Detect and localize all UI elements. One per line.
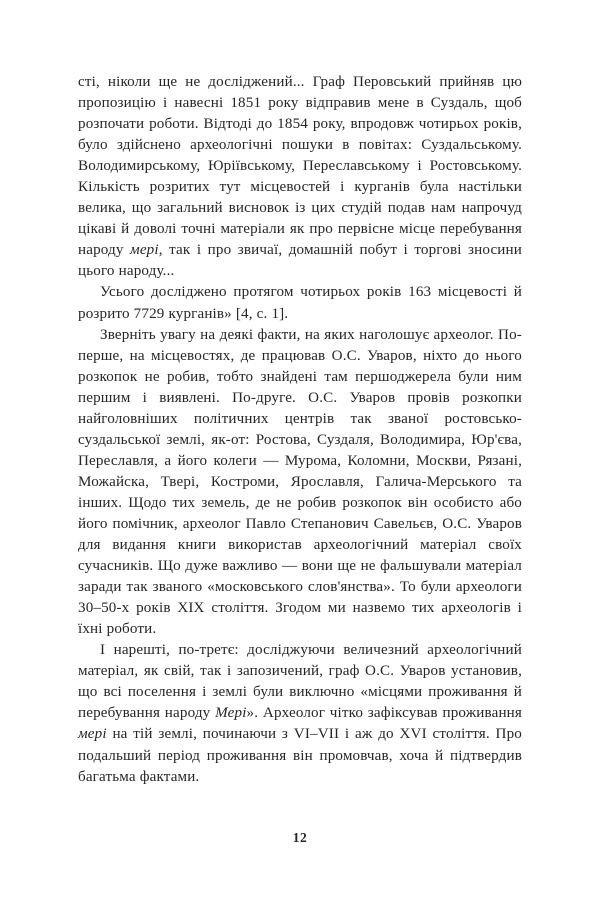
- page-text-body: [78, 72, 522, 788]
- paragraph-finally-third: [78, 640, 522, 787]
- italic-term: мері: [78, 726, 107, 743]
- text-run: І нарешті, по-третє: досліджуючи величезний археологічний матеріал, як свій, так і запозичений, граф О.С. Уваров установив, що всі поселення і землі були виключно «місцями проживання й перебування народу: [78, 642, 522, 722]
- text-run: , так і про звичаї, домашній побут і торгові зносини цього народу...: [78, 242, 522, 280]
- text-run: сті, ніколи ще не досліджений... Граф Перовський прийняв цю пропозицію і навесні 1851 року відправив мене в Суздаль, щоб розпочати роботи. Відтоді до 1854 року, впродовж чотирьох років, було здійснено археологічні пошуки в повітах: Суздальському. Володимирському, Юріївському, Переславському і Ростовському. Кількість розритих тут місцевостей і курганів була настільки велика, що загальний висновок із цих студій подав нам напрочуд цікаві й доволі точні матеріали як про первісне місце перебування народу: [78, 74, 522, 259]
- paragraph-continued-quote: [78, 72, 522, 282]
- text-run: Зверніть увагу на деякі факти, на яких наголошує археолог. По-перше, на місцевостях, де працював О.С. Уваров, ніхто до нього розкопок не робив, тобто знайдені там першоджерела були ним першим і виявлені. По-друге. О.С. Уваров провів розкопки найголовніших політичних центрів так званої ростовсько-суздальської землі, як-от: Ростова, Суздаля, Володимира, Юр'єва, Переславля, а його колеги — Мурома, Коломни, Москви, Рязані, Можайска, Твері, Костроми, Ярославля, Галича-Мерського та інших. Щодо тих земель, де не робив розкопок він особисто або його помічник, археолог Павло Степанович Савельєв, О.С. Уваров для видання книги використав археологічний матеріал своїх сучасників. Що дуже важливо — вони ще не фальшували матеріал заради так званого «московського слов'янства». То були археологи 30–50-х років XIX століття. Згодом ми назвемо тих археологів і їхні роботи.: [78, 326, 522, 638]
- paragraph-attention-facts: [78, 325, 522, 641]
- text-run: на тій землі, починаючи з VI–VII і аж до XVI століття. Про подальший період проживання він промовчав, хоча й підтвердив багатьма фактами.: [78, 726, 522, 785]
- italic-term: мері: [130, 242, 159, 259]
- text-run: ». Археолог чітко зафіксував проживання: [246, 705, 522, 722]
- text-run: Усього досліджено протягом чотирьох років 163 місцевості й розрито 7729 курганів» [4, с. 1].: [78, 284, 522, 322]
- paragraph-total-researched: [78, 282, 522, 324]
- page-number: 12: [292, 830, 308, 845]
- italic-term: Мері: [215, 705, 247, 722]
